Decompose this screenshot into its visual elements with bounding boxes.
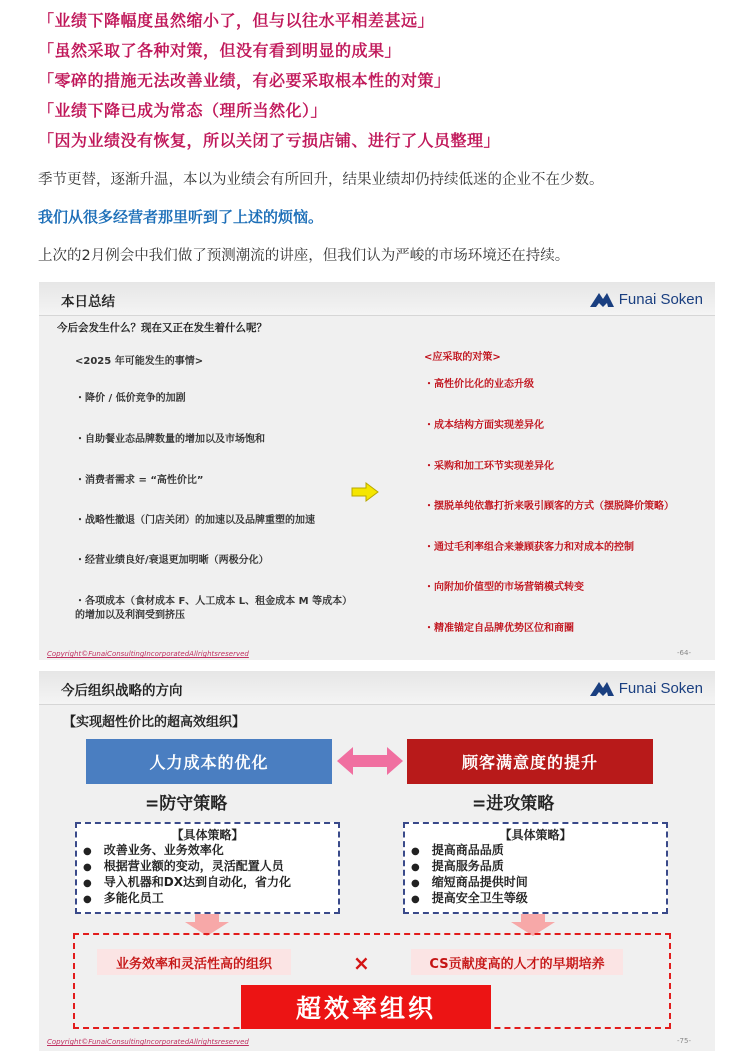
page-number: -75- xyxy=(677,1037,691,1045)
funai-logo-icon xyxy=(589,289,615,309)
slide-header xyxy=(39,671,715,705)
paragraph-1: 季节更替，逐渐升温，本以为业绩会有所回升，结果业绩却仍持续低迷的企业不在少数。 xyxy=(38,172,604,188)
slide-title: 今后组织战略的方向 xyxy=(61,683,183,699)
cs-talent-label: CS贡献度高的人才的早期培养 xyxy=(411,949,623,975)
right-item-6: ・向附加价值型的市场营销模式转变 xyxy=(424,582,584,593)
right-item-2: ・成本结构方面实现差异化 xyxy=(424,420,544,431)
left-item-6: ・各项成本（食材成本 F、人工成本 L、租金成本 M 等成本） xyxy=(75,596,353,607)
highlight-paragraph: 我们从很多经营者那里听到了上述的烦恼。 xyxy=(38,208,324,226)
right-item-5: ・通过毛利率组合来兼顾获客力和对成本的控制 xyxy=(424,542,634,553)
slide-header xyxy=(39,282,715,316)
left-item-3: ・消费者需求 = “高性价比” xyxy=(75,475,204,486)
right-details-box xyxy=(403,822,668,914)
left-details-box xyxy=(75,822,340,914)
left-detail-4: ● 多能化员工 xyxy=(83,891,338,907)
left-heading: <2025 年可能发生的事情> xyxy=(75,356,204,367)
left-item-4: ・战略性撤退（门店关闭）的加速以及品牌重塑的加速 xyxy=(75,515,315,526)
customer-satisfaction-box: 顾客满意度的提升 xyxy=(407,739,653,784)
times-symbol: × xyxy=(353,951,370,975)
quote-5: 「因为业绩没有恢复，所以关闭了亏损店铺、进行了人员整理」 xyxy=(38,131,501,150)
slide-title: 本日总结 xyxy=(61,294,115,310)
left-detail-1: ● 改善业务、业务效率化 xyxy=(83,843,338,859)
right-arrow-icon xyxy=(351,482,379,502)
logo-text: Funai Soken xyxy=(618,290,703,308)
left-detail-3: ● 导入机器和DX达到自动化，省力化 xyxy=(83,875,338,891)
quote-1: 「业绩下降幅度虽然缩小了，但与以往水平相差甚远」 xyxy=(38,11,435,30)
right-item-3: ・采购和加工环节实现差异化 xyxy=(424,461,554,472)
copyright: Copyright©FunaiConsultingIncorporatedAllrightsreserved xyxy=(47,650,249,658)
funai-logo-icon xyxy=(589,678,615,698)
defense-strategy: =防守策略 xyxy=(145,794,228,814)
labor-cost-box: 人力成本的优化 xyxy=(86,739,332,784)
left-item-1: ・降价 / 低价竞争的加剧 xyxy=(75,393,186,404)
right-detail-3: ● 缩短商品提供时间 xyxy=(411,875,666,891)
company-logo xyxy=(589,677,703,699)
offense-strategy: =进攻策略 xyxy=(472,794,555,814)
right-detail-2: ● 提高服务品质 xyxy=(411,859,666,875)
quote-3: 「零碎的措施无法改善业绩，有必要采取根本性的对策」 xyxy=(38,71,451,90)
slide-org-strategy xyxy=(39,671,715,1051)
slide-subtitle: 【实现超性价比的超高效组织】 xyxy=(63,715,246,730)
right-detail-1: ● 提高商品品质 xyxy=(411,843,666,859)
right-detail-4: ● 提高安全卫生等级 xyxy=(411,891,666,907)
left-item-2: ・自助餐业态品牌数量的增加以及市场饱和 xyxy=(75,434,265,445)
right-item-1: ・高性价比化的业态升级 xyxy=(424,379,534,390)
logo-text: Funai Soken xyxy=(618,679,703,697)
left-item-6b: 的增加以及利润受到挤压 xyxy=(75,610,185,621)
right-heading: <应采取的对策> xyxy=(424,352,501,363)
paragraph-2: 上次的2月例会中我们做了预测潮流的讲座，但我们认为严峻的市场环境还在持续。 xyxy=(38,248,570,264)
efficiency-org-label: 业务效率和灵活性高的组织 xyxy=(97,949,291,975)
left-item-5: ・经营业绩良好/衰退更加明晰（两极分化） xyxy=(75,555,269,566)
right-item-4: ・摆脱单纯依靠打折来吸引顾客的方式（摆脱降价策略） xyxy=(424,501,674,512)
copyright: Copyright©FunaiConsultingIncorporatedAllrightsreserved xyxy=(47,1038,249,1046)
super-efficiency-org: 超效率组织 xyxy=(241,985,491,1029)
slide-question: 今后会发生什么？现在又正在发生着什么呢？ xyxy=(57,322,267,334)
details-heading: 【具体策略】 xyxy=(499,828,572,842)
quote-2: 「虽然采取了各种对策，但没有看到明显的成果」 xyxy=(38,41,402,60)
slide-summary xyxy=(39,282,715,660)
quote-4: 「业绩下降已成为常态（理所当然化）」 xyxy=(38,101,328,120)
company-logo xyxy=(589,288,703,310)
page-number: -64- xyxy=(677,649,691,657)
left-detail-2: ● 根据营业额的变动，灵活配置人员 xyxy=(83,859,338,875)
right-item-7: ・精准锚定自品牌优势区位和商圈 xyxy=(424,623,574,634)
double-arrow-icon xyxy=(335,745,405,777)
details-heading: 【具体策略】 xyxy=(171,828,244,842)
